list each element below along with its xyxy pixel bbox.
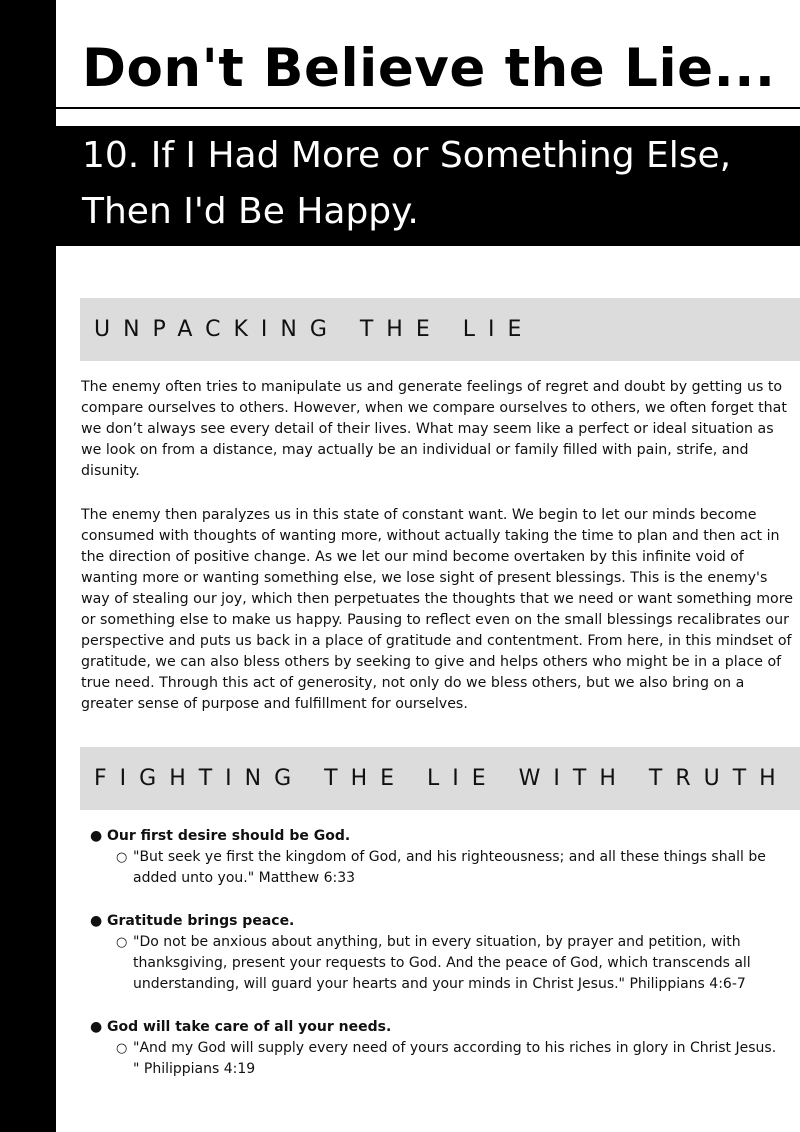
section-heading-fighting: FIGHTING THE LIE WITH TRUTH — [94, 766, 789, 791]
truth-heading: God will take care of all your needs. — [107, 1019, 392, 1035]
list-item — [90, 911, 790, 995]
section-header-unpacking — [80, 298, 800, 361]
page-subtitle: 10. If I Had More or Something Else, Then I'd Be Happy. — [82, 135, 732, 232]
list-item — [90, 1017, 790, 1080]
truth-list — [90, 826, 790, 1102]
title-divider — [56, 107, 800, 109]
list-item — [90, 826, 790, 889]
left-accent-bar — [0, 0, 56, 1132]
verse-text: "Do not be anxious about anything, but in every situation, by prayer and petition, with thanksgiving, present your requests to God. And the peace of God, which transcends all understanding, will guard your hearts and your minds in Christ Jesus." Philippians 4:6-7 — [133, 934, 751, 992]
bullet-icon: ● — [90, 828, 103, 844]
paragraph-2: The enemy then paralyzes us in this state of constant want. We begin to let our minds become consumed with thoughts of wanting more, without actually taking the time to plan and then act in the direction of positive change. As we let our mind become overtaken by this infinite void of wanting more or wanting something else, we lose sight of present blessings. This is the enemy's way of stealing our joy, which then perpetuates the thoughts that we need or want something more or something else to make us happy. Pausing to reflect even on the small blessings recalibrates our perspective and puts us back in a place of gratitude and contentment. From here, in this mindset of gratitude, we can also bless others by seeking to give and helps others who might be in a place of true need. Through this act of generosity, not only do we bless others, but we also bring on a greater sense of purpose and fulfillment for ourselves. — [81, 507, 793, 712]
truth-heading: Gratitude brings peace. — [107, 913, 295, 929]
scripture-verse — [107, 1038, 783, 1080]
paragraph-1: The enemy often tries to manipulate us and generate feelings of regret and doubt by getting us to compare ourselves to others. However, when we compare ourselves to others, we often forget that we don’t always see every detail of their lives. What may seem like a perfect or ideal situation as we look on from a distance, may actually be an individual or family filled with pain, strife, and disunity. — [81, 379, 787, 479]
bullet-icon: ● — [90, 1019, 103, 1035]
circle-bullet-icon: ○ — [116, 850, 128, 865]
scripture-verse — [107, 847, 783, 889]
circle-bullet-icon: ○ — [116, 1041, 128, 1056]
section-heading-unpacking: UNPACKING THE LIE — [94, 317, 535, 342]
section-header-fighting — [80, 747, 800, 810]
verse-text: "But seek ye first the kingdom of God, and his righteousness; and all these things shall be added unto you." Matthew 6:33 — [133, 849, 766, 886]
verse-text: "And my God will supply every need of yours according to his riches in glory in Christ Jesus. " Philippians 4:19 — [133, 1040, 777, 1077]
truth-heading: Our first desire should be God. — [107, 828, 351, 844]
scripture-verse — [107, 932, 783, 995]
bullet-icon: ● — [90, 913, 103, 929]
circle-bullet-icon: ○ — [116, 935, 128, 950]
page-title: Don't Believe the Lie... — [82, 38, 776, 99]
